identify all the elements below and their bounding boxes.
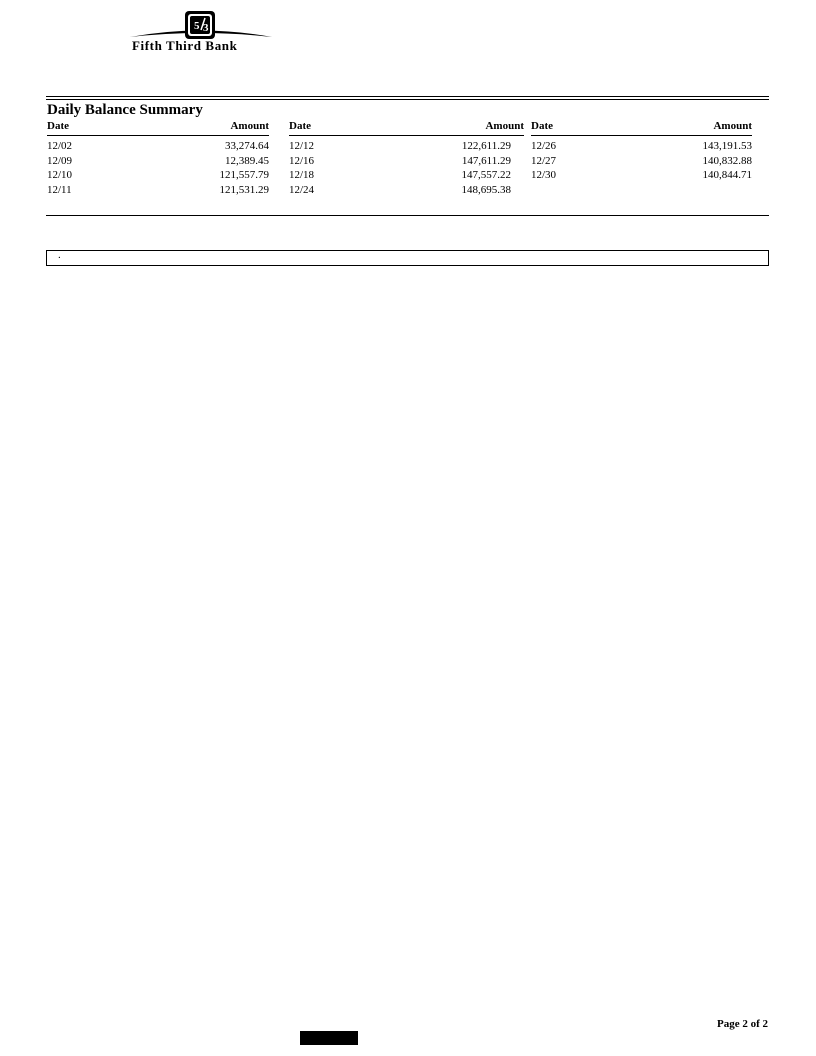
- balance-row: [531, 169, 752, 184]
- svg-text:3: 3: [203, 22, 209, 34]
- balance-amount: 121,557.79: [219, 169, 269, 181]
- balance-amount: 140,832.88: [702, 154, 752, 167]
- column-header: [47, 120, 269, 136]
- balance-row: [289, 169, 524, 184]
- bank-name: Fifth Third Bank: [132, 38, 238, 53]
- header-rule-bottom: [46, 99, 769, 100]
- balance-row: [47, 155, 269, 170]
- balance-amount: 121,531.29: [219, 183, 269, 196]
- balance-date: 12/30: [531, 169, 557, 181]
- balance-date: 12/12: [289, 140, 315, 152]
- balance-row: [47, 184, 269, 199]
- balance-amount: 147,557.22: [461, 169, 511, 181]
- note-box: [46, 250, 769, 266]
- amount-header: Amount: [713, 120, 752, 132]
- amount-header: Amount: [230, 120, 269, 132]
- balance-column-1: [47, 120, 269, 198]
- balance-amount: 143,191.53: [702, 140, 752, 152]
- date-header: Date: [47, 120, 69, 132]
- footer-barcode-bar: [300, 1031, 358, 1045]
- page-number: Page 2 of 2: [716, 1018, 768, 1030]
- balance-amount: 147,611.29: [461, 154, 511, 167]
- balance-date: 12/11: [47, 183, 72, 196]
- svg-text:5: 5: [194, 20, 200, 32]
- section-bottom-rule: [46, 215, 769, 216]
- column-header: [531, 120, 752, 136]
- balance-amount: 148,695.38: [461, 183, 511, 196]
- balance-amount: 122,611.29: [461, 140, 511, 152]
- header-rule-top: [46, 96, 769, 97]
- balance-column-2: [289, 120, 524, 198]
- balance-row: [289, 140, 524, 155]
- balance-column-3: [531, 120, 752, 184]
- date-header: Date: [531, 120, 553, 132]
- balance-row: [531, 140, 752, 155]
- balance-date: 12/26: [531, 140, 557, 152]
- amount-header: Amount: [485, 120, 524, 132]
- balance-amount: 12,389.45: [225, 154, 269, 167]
- section-title: Daily Balance Summary: [47, 102, 203, 118]
- balance-row: [289, 155, 524, 170]
- balance-date: 12/24: [289, 183, 315, 196]
- balance-row: [47, 169, 269, 184]
- balance-amount: 33,274.64: [225, 140, 269, 152]
- column-header: [289, 120, 524, 136]
- balance-date: 12/27: [531, 154, 557, 167]
- balance-row: [289, 184, 524, 199]
- balance-date: 12/10: [47, 169, 73, 181]
- balance-row: [531, 155, 752, 170]
- balance-date: 12/18: [289, 169, 315, 181]
- date-header: Date: [289, 120, 311, 132]
- note-text: .: [58, 249, 61, 261]
- bank-logo: [128, 10, 274, 56]
- balance-amount: 140,844.71: [702, 169, 752, 181]
- balance-row: [47, 140, 269, 155]
- balance-date: 12/02: [47, 140, 73, 152]
- balance-date: 12/16: [289, 154, 315, 167]
- balance-date: 12/09: [47, 154, 73, 167]
- fifth-third-logo-icon: [128, 10, 274, 40]
